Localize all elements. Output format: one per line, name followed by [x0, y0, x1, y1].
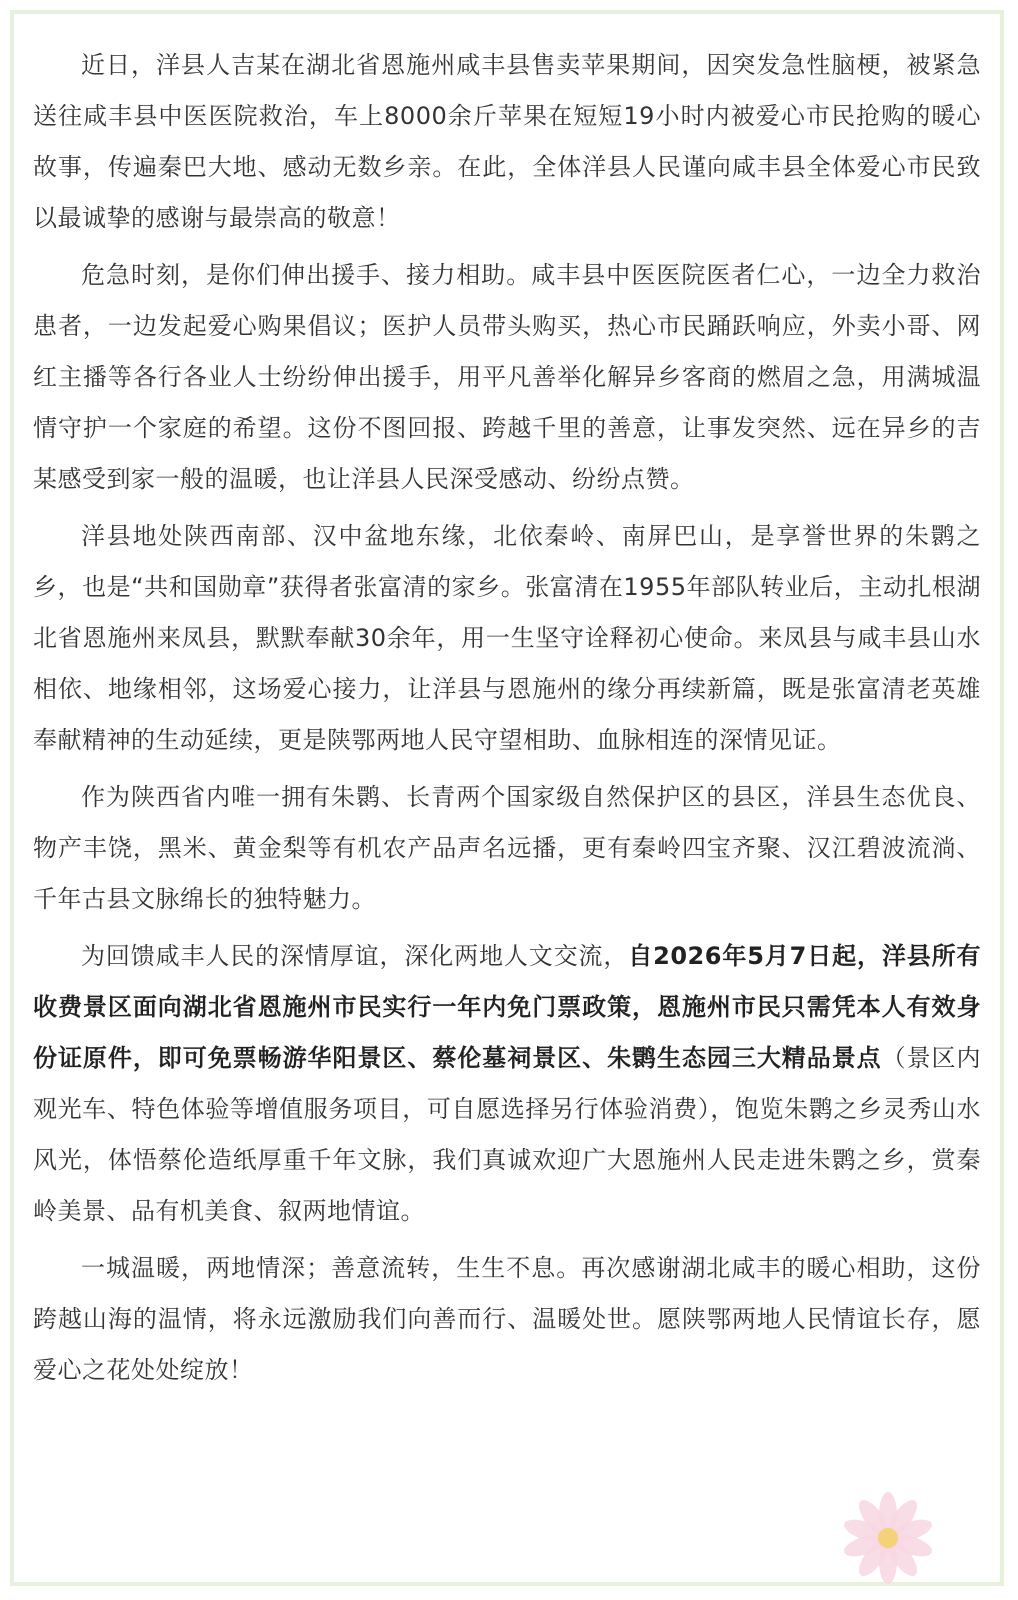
- paragraph-4-text: 作为陕西省内唯一拥有朱鹮、长青两个国家级自然保护区的县区，洋县生态优良、物产丰饶，黑米、黄金梨等有机农产品声名远播，更有秦岭四宝齐聚、汉江碧波流淌、千年古县文脉绵长的独特魅力。: [33, 783, 981, 913]
- paragraph-1-text: 近日，洋县人吉某在湖北省恩施州咸丰县售卖苹果期间，因突发急性脑梗，被紧急送往咸丰县中医医院救治，车上8000余斤苹果在短短19小时内被爱心市民抢购的暖心故事，传遍秦巴大地、感动无数乡亲。在此，全体洋县人民谨向咸丰县全体爱心市民致以最诚挚的感谢与最崇高的敬意！: [33, 51, 981, 232]
- paragraph-5: [33, 931, 981, 1237]
- paragraph-3-text: 洋县地处陕西南部、汉中盆地东缘，北依秦岭、南屏巴山，是享誉世界的朱鹮之乡，也是“共和国勋章”获得者张富清的家乡。张富清在1955年部队转业后，主动扎根湖北省恩施州来凤县，默默奉献30余年，用一生坚守诠释初心使命。来凤县与咸丰县山水相依、地缘相邻，这场爱心接力，让洋县与恩施州的缘分再续新篇，既是张富清老英雄奉献精神的生动延续，更是陕鄂两地人民守望相助、血脉相连的深情见证。: [33, 522, 981, 754]
- paragraph-2-text: 危急时刻，是你们伸出援手、接力相助。咸丰县中医医院医者仁心，一边全力救治患者，一边发起爱心购果倡议；医护人员带头购买，热心市民踊跃响应，外卖小哥、网红主播等各行各业人士纷纷伸出援手，用平凡善举化解异乡客商的燃眉之急，用满城温情守护一个家庭的希望。这份不图回报、跨越千里的善意，让事发突然、远在异乡的吉某感受到家一般的温暖，也让洋县人民深受感动、纷纷点赞。: [33, 261, 981, 493]
- paragraph-3: [33, 511, 981, 766]
- paragraph-5-intro: 为回馈咸丰人民的深情厚谊，深化两地人文交流，: [81, 942, 629, 970]
- paragraph-5-rest: （景区内观光车、特色体验等增值服务项目，可自愿选择另行体验消费），饱览朱鹮之乡灵秀山水风光，体悟蔡伦造纸厚重千年文脉，我们真诚欢迎广大恩施州人民走进朱鹮之乡，赏秦岭美景、品有机美食、叙两地情谊。: [33, 1044, 982, 1225]
- flower-center: [878, 1528, 898, 1548]
- daisy-flower-icon: [838, 1488, 938, 1588]
- paragraph-6-text: 一城温暖，两地情深；善意流转，生生不息。再次感谢湖北咸丰的暖心相助，这份跨越山海的温情，将永远激励我们向善而行、温暖处世。愿陕鄂两地人民情谊长存，愿爱心之花处处绽放！: [33, 1254, 981, 1384]
- paragraph-4: [33, 772, 981, 925]
- paragraph-1: [33, 40, 981, 244]
- paragraph-6: [33, 1243, 981, 1396]
- paragraph-2: [33, 250, 981, 505]
- free-ticket-policy: 自2026年5月7日起，洋县所有收费景区面向湖北省恩施州市民实行一年内免门票政策，恩施州市民只需凭本人有效身份证原件，即可免票畅游华阳景区、蔡伦墓祠景区、朱鹮生态园三大精品景点: [33, 942, 981, 1072]
- letter-body: [33, 40, 981, 1402]
